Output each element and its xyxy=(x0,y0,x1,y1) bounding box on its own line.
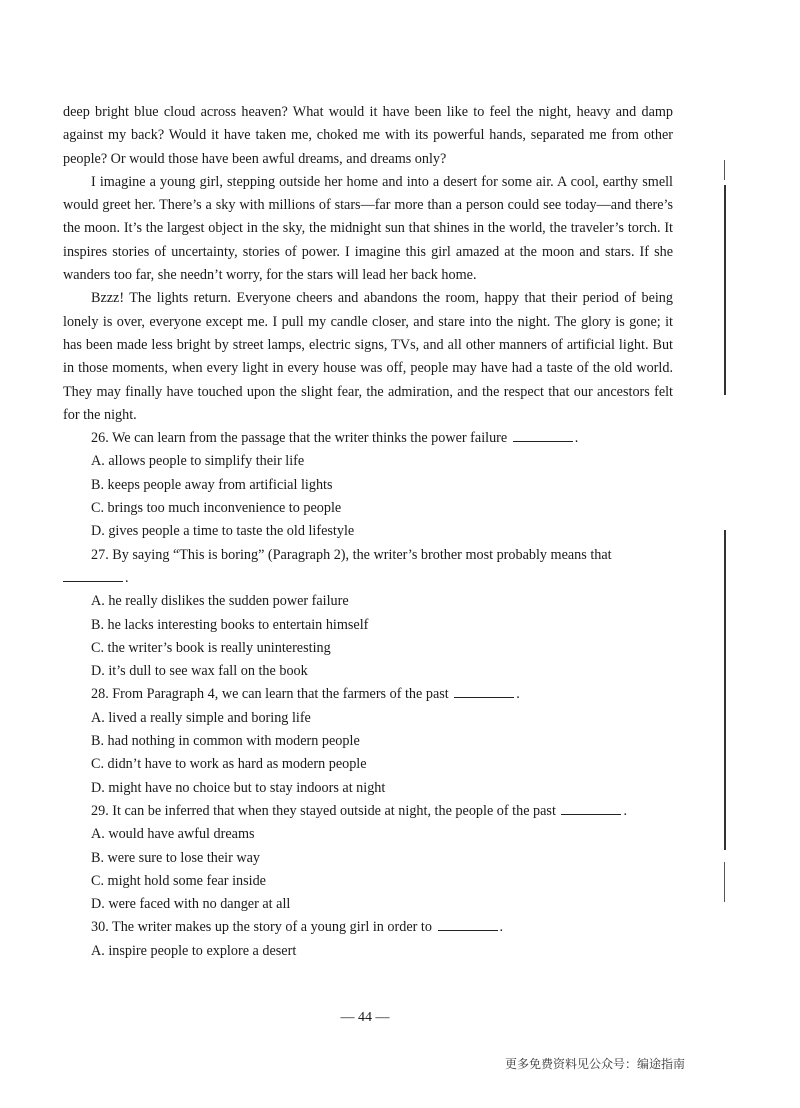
question-28-option-d: D. might have no choice but to stay indoors at night xyxy=(91,779,386,796)
question-28-option-b: B. had nothing in common with modern people xyxy=(91,733,360,750)
answer-blank xyxy=(438,918,498,931)
margin-rule xyxy=(724,185,726,395)
question-end-mark: . xyxy=(574,430,579,447)
footer-note: 更多免费资料见公众号：编途指南 xyxy=(505,1057,686,1071)
question-28-stem: 28. From Paragraph 4, we can learn that the farmers of the past xyxy=(91,686,449,703)
question-26-option-d: D. gives people a time to taste the old lifestyle xyxy=(91,523,355,540)
paragraph-young-girl: I imagine a young girl, stepping outside her home and into a desert for some air. A cool, earthy smell would greet her. There’s a sky with millions of stars—far more than a person could see today—and there’s the moon. It’s the largest object in the sky, the midnight sun that shines in the world, the traveler’s torch. It inspires stories of uncertainty, stories of power. I imagine this girl amazed at the moon and stars. If she wanders too far, she needn’t worry, for the stars will lead her back home. xyxy=(63,173,673,284)
question-26-stem: 26. We can learn from the passage that the writer thinks the power failure xyxy=(91,430,508,447)
question-28-option-a: A. lived a really simple and boring life xyxy=(91,709,311,726)
question-29-option-b: B. were sure to lose their way xyxy=(91,849,261,866)
answer-blank xyxy=(454,685,514,698)
question-27-option-b: B. he lacks interesting books to entertain himself xyxy=(91,616,369,633)
question-end-mark: . xyxy=(623,802,627,819)
question-28 xyxy=(63,683,673,706)
question-30-option-a: A. inspire people to explore a desert xyxy=(91,942,297,959)
question-30-stem: 30. The writer makes up the story of a young girl in order to xyxy=(91,919,432,936)
question-28-option-c: C. didn’t have to work as hard as modern people xyxy=(91,756,367,773)
page-number: — 44 — xyxy=(340,1010,390,1025)
question-29-option-d: D. were faced with no danger at all xyxy=(91,896,291,913)
question-27 xyxy=(63,544,673,567)
question-27-option-d: D. it’s dull to see wax fall on the book xyxy=(91,663,308,680)
paragraph-lights-return: Bzzz! The lights return. Everyone cheers and abandons the room, happy that their period of being lonely is over, everyone except me. I pull my candle closer, and stare into the night. The glory is gone; it has been made less bright by street lamps, electric signs, TVs, and all other manners of artificial light. But in those moments, when every light in every house was off, people may have had a taste of the old world. They may finally have touched upon the slight fear, the admiration, and the respect that our ancestors felt for the night. xyxy=(63,290,673,423)
margin-rule xyxy=(724,862,725,902)
question-27-blank-line xyxy=(63,567,673,590)
question-end-mark: . xyxy=(125,569,129,586)
question-27-stem: 27. By saying “This is boring” (Paragraph 2), the writer’s brother most probably means that xyxy=(91,546,612,563)
page-content xyxy=(63,101,673,963)
question-30 xyxy=(63,916,673,939)
question-29-option-c: C. might hold some fear inside xyxy=(91,872,266,889)
margin-rule xyxy=(724,160,725,180)
question-26-option-c: C. brings too much inconvenience to people xyxy=(91,500,342,517)
margin-rule xyxy=(724,530,726,850)
question-26 xyxy=(63,427,673,450)
question-27-option-c: C. the writer’s book is really uninteresting xyxy=(91,639,331,656)
answer-blank xyxy=(513,429,573,442)
question-26-option-b: B. keeps people away from artificial lights xyxy=(91,476,333,493)
question-end-mark: . xyxy=(516,686,520,703)
paragraph-continued: deep bright blue cloud across heaven? What would it have been like to feel the night, heavy and damp against my back? Would it have taken me, choked me with its powerful hands, separated me from other people? Or would those have been awful dreams, and dreams only? xyxy=(63,104,673,167)
question-26-option-a: A. allows people to simplify their life xyxy=(91,453,305,470)
question-29 xyxy=(63,800,673,823)
answer-blank xyxy=(63,569,123,582)
question-27-option-a: A. he really dislikes the sudden power failure xyxy=(91,593,349,610)
question-29-stem: 29. It can be inferred that when they stayed outside at night, the people of the past xyxy=(91,802,556,819)
answer-blank xyxy=(561,802,621,815)
question-29-option-a: A. would have awful dreams xyxy=(91,826,255,843)
question-end-mark: . xyxy=(499,919,504,936)
